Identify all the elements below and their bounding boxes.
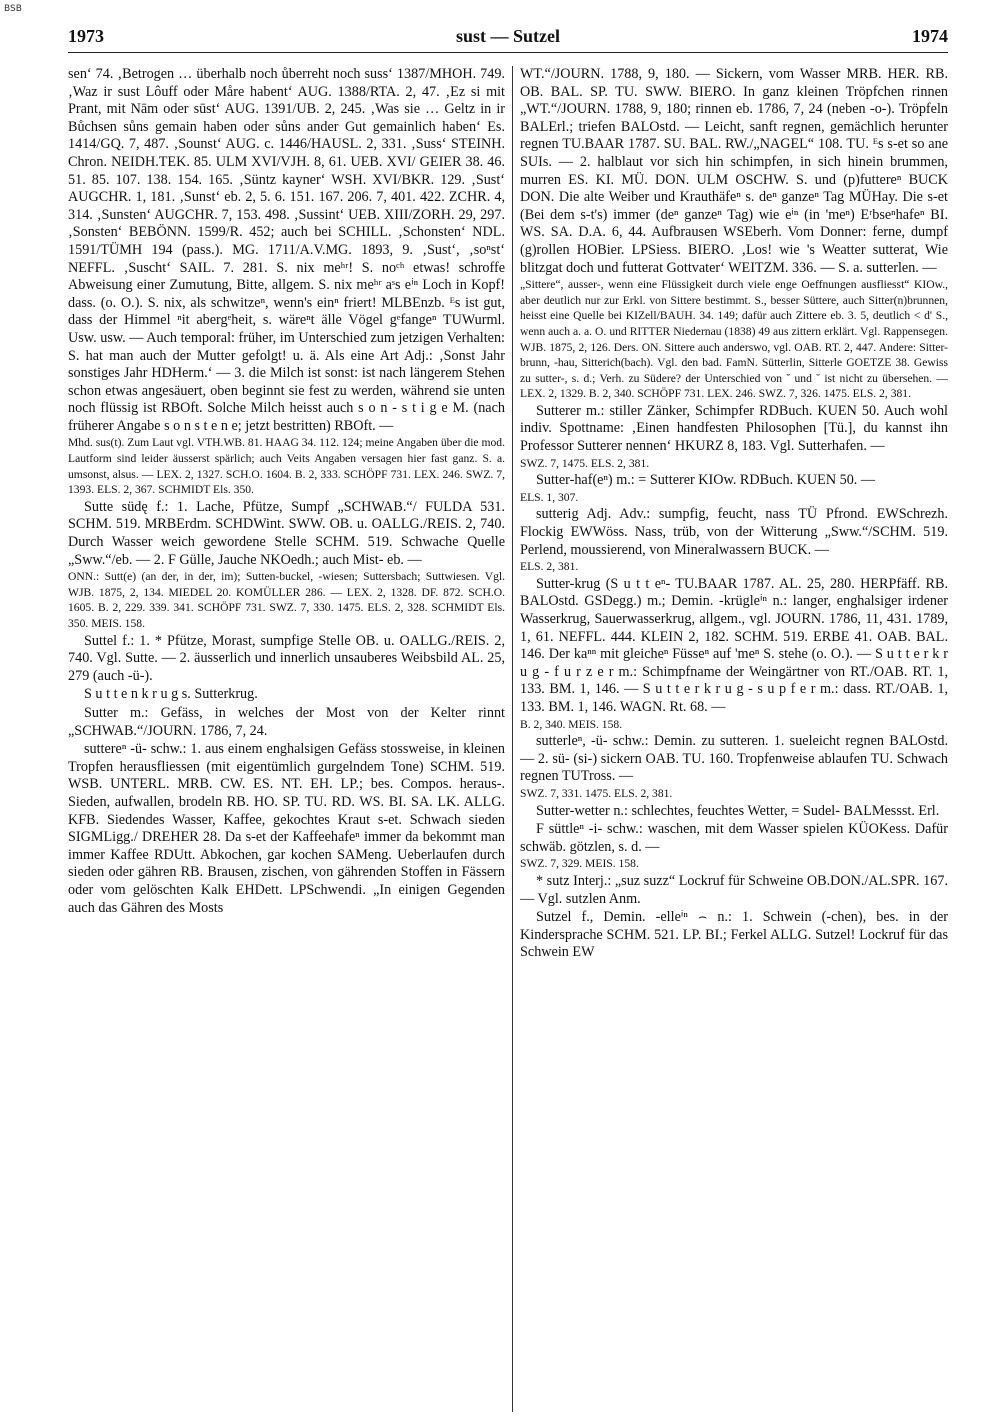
entry-sutterig: sutterig Adj. Adv.: sumpfig, feucht, nass TÜ Pfrond. EWSchrezh. Flockig EWWöss. Nass, trüb, von der Witterung „Sww.“/SCHM. 519. Perlend, moussierend, von Mineralwassern BUCK. — — [520, 506, 948, 558]
header-rule — [68, 52, 948, 53]
entry-sutzel: Sutzel f., Demin. -elleⁱⁿ ⌢ n.: 1. Schwein (-chen), bes. in der Kindersprache SCHM. 521. LP. BI.; Ferkel ALLG. Sutzel! Lockruf für das Schwein EW — [520, 909, 948, 961]
column-divider — [512, 66, 513, 1412]
entry-sutte: Sutte südę f.: 1. Lache, Pfütze, Sumpf „SCHWAB.“/ FULDA 531. SCHM. 519. MRBErdm. SCHDWint. SWW. OB. u. OALLG./REIS. 2, 740. Durch Wasser weich gewordene Stelle SCHM. 519. Schwache Quelle „Sww.“/eb. — 2. F Gülle, Jauche NKOedh.; auch Mist- eb. — — [68, 498, 505, 568]
entry-notes: SWZ. 7, 331. 1475. ELS. 2, 381. — [520, 786, 673, 800]
library-stamp: BSB — [4, 4, 22, 14]
entry-notes: SWZ. 7, 1475. ELS. 2, 381. — [520, 456, 650, 470]
entry-notes: ELS. 2, 381. — [520, 560, 579, 574]
entry-notes: ELS. 1, 307. — [520, 490, 579, 504]
entry-sutterer: Sutterer m.: stiller Zänker, Schimpfer RDBuch. KUEN 50. Auch wohl indiv. Spottname: ‚Einen handfesten Philosophen [Tü.], du kannst ihn Professor Sutterer nennen‘ HKURZ 8, 183. Vgl. Sutterhafen. — — [520, 402, 948, 455]
entry-notes: SWZ. 7, 329. MEIS. 158. — [520, 857, 639, 871]
entry-sutz: * sutz Interj.: „suz suzz“ Lockruf für Schweine OB.DON./AL.SPR. 167. — Vgl. sutzlen Anm. — [520, 872, 948, 907]
right-column — [520, 66, 948, 1412]
page-header — [68, 26, 948, 54]
entry-notes: Mhd. sus(t). Zum Laut vgl. VTH.WB. 81. HAAG 34. 112. 124; meine Angaben über die mod. Lautform sind leider äusserst spärlich; auch Veits Angaben versagen hier fast ganz. S. a. umsonst, alsus. — LEX. 2, 1327. SCH.O. 1604. B. 2, 333. SCHÖPF 731. LEX. 246. SWZ. 7, 1393. ELS. 2, 367. SCHMIDT Els. 350. — [68, 436, 505, 497]
page-number-left: 1973 — [68, 26, 104, 46]
entry-suttenkrug: S u t t e n k r u g s. Sutterkrug. — [84, 686, 258, 703]
entry-notes: „Sittere“, ausser-, wenn eine Flüssigkeit durch viele enge Oeffnungen ausfliesst“ KIOw., aber deutlich nur zur Erkl. von Sittere bestimmt. S., besser Süttere, auch Sitter(n)brunnen, heisst eine Quelle bei KIZell/BAUH. 34. 149; dafür auch Zittere eb. 3. 5, deutlich < d' S., wenn auch a. a. O. und RITTER Niedernau (1838) 49 aus zittern erklärt. Vgl. Rappensegen. WJB. 1875, 2, 126. Ders. ON. Sittere auch anderswo, vgl. OAB. RT. 2, 447. Andere: Sitter-brunn, -hau, Sitterich(bach). Vgl. den bad. FamN. Sütterlin, Sitterle GOETZE 38. Gewiss zu sutter-, s. d.; Verh. zu Südere? der Unterschied von ˘ und ˘ ist nicht zu übersehen. — LEX. 2, 1329. B. 2, 340. SCHÖPF 731. LEX. 246. SWZ. 7, 326. 1475. ELS. 2, 381. — [520, 278, 948, 401]
entry-sutter: Sutter m.: Gefäss, in welches der Most von der Kelter rinnt „SCHWAB.“/JOURN. 1786, 7, 24. — [68, 704, 505, 739]
entry-sutterlen: sutterleⁿ, -ü- schw.: Demin. zu sutteren. 1. sueleicht regnen BALOstd. — 2. sü- (si-) sickern OAB. TU. 160. Tropfenweise ablaufen TU. Schwach regnen TUTross. — — [520, 733, 948, 785]
entry-notes: B. 2, 340. MEIS. 158. — [520, 717, 623, 731]
entry-paragraph: sen‘ 74. ‚Betrogen … überhalb noch ůberreht noch suss‘ 1387/MHOH. 749. ‚Waz ir sust Lôuff oder Måre habent‘ AUG. 1388/RTA. 2, 47. ‚Ez si mit Prant, mit Nām oder sūst‘ AUG. 1391/UB. 2, 245. ‚Was sie … Geltz in ir Bůchsen sůns gemain haben oder sůns ander Gut gemainlich haben‘ Es. 1414/GQ. 7, 487. ‚Sounst‘ AUG. c. 1446/HAUSL. 2, 331. ‚Suss‘ STEINH. Chron. NEIDH.TEK. 85. ULM XVI/VJH. 8, 61. UEB. XVI/ GEIER 38. 46. 51. 85. 107. 138. 154. 165. ‚Süntz kayner‘ WSH. XVI/BKR. 129. ‚Sust‘ AUGCHR. 1, 181. ‚Sunst‘ eb. 2, 5. 6. 151. 167. 206. 7, 401. 422. ZCHR. 4, 314. ‚Sunsten‘ AUGCHR. 7, 153. 498. ‚Sussint‘ UEB. XIII/ZORH. 29, 297. ‚Sonsten‘ BEBÖNN. 1599/R. 452; auch bei SCHILL. ‚Schonsten‘ NDL. 1591/TÜMH 194 (pass.). MG. 1711/A.V.MG. 1893, 9. ‚Sust‘, ‚soⁿst‘ NEFFL. ‚Suscht‘ SAIL. 7. 281. S. nix meʰʳ! S. noᶜʰ etwas! schroffe Abweisung einer Zumutung, Bitte, allgem. S. nix meʰʳ aˢs eⁱⁿ Loch in Kopf! dass. (o. O.). S. nix, als schwitzeⁿ, wenn's einⁿ friert! MLBEnzb. ᴱs ist gut, dass der Himmel ⁿit abergᵉheit, s. wäreⁿt älle Vögel gᵉfangeⁿ TUWurml. Usw. usw. — Auch temporal: früher, im Unterschied zum jetzigen Verhalten: S. hat man auch der Mutter gefolgt! u. ä. Als eine Art Adj.: ‚Sonst Jahr sonstiges Jahr HDHerm.‘ — 3. die Milch ist sonst: ist nach längerem Stehen schon etwas angesäuert, oben beginnt sie fest zu werden, während sie unten noch flüssig ist RBOft. Solche Milch heisst auch s o n - s t i g e M. (nach früherer Angabe s o n s t e n e; jetzt bestritten) RBOft. — — [68, 66, 505, 434]
entry-sutterkrug: Sutter-krug (S u t t eⁿ- TU.BAAR 1787. AL. 25, 280. HERPfäff. RB. BALOstd. GSDegg.) m.; Demin. -krügleⁱⁿ n.: langer, enghalsiger irdener Wasserkrug, Sauerwasserkrug, allgem., vgl. JOURN. 1786, 11, 431. 1789, 1, 61. NEFFL. 444. KLEIN 2, 182. SCHM. 519. ERBE 41. OAB. BAL. 146. Der kaⁿⁿ mit gleicheⁿ Füsseⁿ auf 'meⁿ S. stehe (o. O.). — S u t t e r k r u g - f u r z e r m.: Schimpfname der Weingärtner von RT./OAB. RT. 1, 133. BM. 1, 146. — S u t t e r k r u g - s u p f e r m.: dass. RT./OAB. 1, 133. BM. 1, 146. WAGN. Rt. 68. — — [520, 575, 948, 715]
entry-notes: ONN.: Sutt(e) (an der, in der, im); Sutten-buckel, -wiesen; Suttersbach; Suttwiesen. Vgl. WJB. 1875, 2, 134. MIEDEL 20. KOMÜLLER 286. — LEX. 2, 1328. DF. 872. SCH.O. 1605. B. 2, 229. 339. 341. SCHÖPF 731. SWZ. 7, 330. 1475. ELS. 2, 328. SCHMIDT Els. 350. MEIS. 158. — [68, 570, 505, 630]
entry-sutterhafen: Sutter-haf(eⁿ) m.: = Sutterer KIOw. RDBuch. KUEN 50. — — [536, 472, 876, 489]
running-title: sust — Sutzel — [455, 26, 560, 46]
entry-suttlen: F süttleⁿ -i- schw.: waschen, mit dem Wasser spielen KÜOKess. Dafür schwäb. götzlen, s. d. — — [520, 821, 948, 855]
left-column — [68, 66, 505, 1412]
page-number-right: 1974 — [912, 26, 948, 46]
entry-paragraph: WT.“/JOURN. 1788, 9, 180. — Sickern, vom Wasser MRB. HER. RB. OB. BAL. SP. TU. SWW. BIERO. In ganz kleinen Tröpfchen rinnen „WT.“/JOURN. 1788, 9, 180; rinnen eb. 1786, 7, 24 (neben -o-). Tröpfeln BALErl.; triefen BALOstd. — Leicht, sanft regnen, gemächlich herunter regnen TU.BAAR 1787. SU. BAL. RW./„NAGEL“ 108. TU. ᴱs s-et so ane SUIs. — 2. halblaut vor sich hin schimpfen, in sich hinein brummen, murren ES. KI. MÜ. DON. ULM OSCHW. S. und (p)futtereⁿ BUCK DON. Die alte Weiber und Krauthäfeⁿ s. deⁿ ganzeⁿ Tag MÜHay. Die s-et (Bei dem s-t's) immer (deⁿ ganzeⁿ Tag) wie eⁱⁿ (in 'meⁿ) Eʳbseⁿhafeⁿ BI. WS. SA. D.A. 6, 44. Aufbrausen WSEberh. Vom Donner: ferne, dumpf (g)rollen HOBier. LPSiess. BIERO. ‚Los! wie 's Weatter sutterat, Wie blitzgat doch und futterat Gottvater‘ WEITZM. 336. — S. a. sutterlen. — — [520, 66, 948, 276]
entry-sutteren: suttereⁿ -ü- schw.: 1. aus einem enghalsigen Gefäss stossweise, in kleinen Tropfen herausfliessen (mit eigentümlich gurgelndem Tone) SCHM. 519. WSB. UNTERL. MRB. CW. ES. NT. EH. LP.; bes. Compos. heraus-. Sieden, aufwallen, brodeln RB. HO. SP. TU. RD. WS. BI. SA. LK. ALLG. KFB. Siedendes Wasser, Kaffee, gekochtes Kraut s-et. Schwach sieden SIGMLigg./ DREHER 28. Da s-et der Kaffeehafeⁿ immer da bekommt man immer Kaffee RDUtt. Abkochen, gar kochen SAMeng. Ueberlaufen durch sieden oder gähren RB. Brausen, zischen, von gährenden Stoffen in Fässern oder vom gelöschten Kalk EHDett. LPSchwendi. „In einigen Gegenden auch das Gähren des Mosts — [68, 741, 505, 916]
entry-sutterwetter: Sutter-wetter n.: schlechtes, feuchtes Wetter, = Sudel- BALMessst. Erl. — [536, 802, 940, 819]
entry-suttel: Suttel f.: 1. * Pfütze, Morast, sumpfige Stelle OB. u. OALLG./REIS. 2, 740. Vgl. Sutte. — 2. äusserlich und innerlich unsauberes Weibsbild AL. 25, 279 (auch -ü-). — [68, 632, 505, 684]
